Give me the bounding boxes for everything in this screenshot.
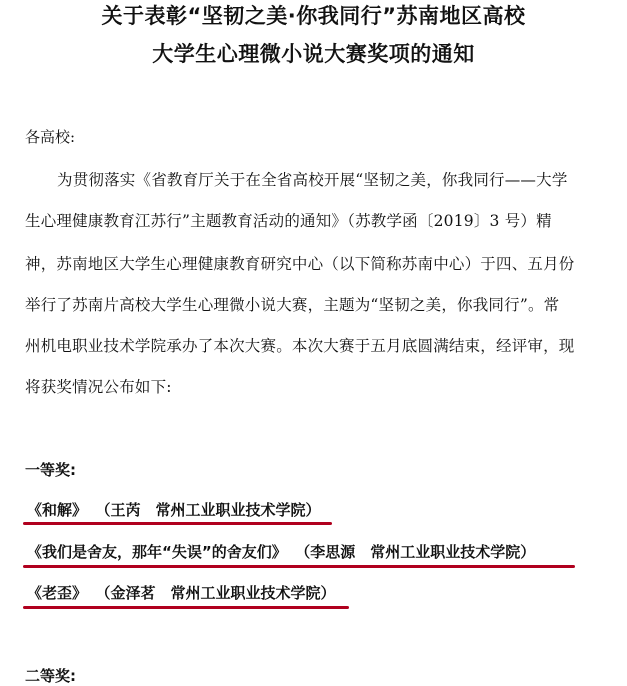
paragraph-line-4: 举行了苏南片高校大学生心理微小说大赛，主题为“坚韧之美，你我同行”。常	[25, 296, 560, 314]
award-title: 《我们是舍友，那年“失误”的舍友们》	[27, 543, 287, 561]
second-prize-heading: 二等奖:	[25, 667, 76, 685]
first-prize-heading: 一等奖:	[25, 461, 76, 479]
first-prize-item-1-underline	[23, 522, 332, 525]
notice-title-line-1: 关于表彰“坚韧之美·你我同行”苏南地区高校	[101, 4, 526, 28]
award-title: 《老歪》	[27, 584, 88, 602]
award-author: （王芮 常州工业职业技术学院）	[103, 501, 321, 519]
award-title: 《和解》	[27, 501, 88, 519]
first-prize-item-1	[27, 499, 321, 520]
first-prize-item-3-underline	[23, 606, 349, 609]
paragraph-line-1: 为贯彻落实《省教育厅关于在全省高校开展“坚韧之美，你我同行——大学	[57, 171, 568, 189]
salutation: 各高校:	[25, 128, 76, 146]
first-prize-item-2	[27, 541, 535, 562]
first-prize-item-2-underline	[23, 565, 575, 568]
paragraph-line-6: 将获奖情况公布如下:	[25, 378, 172, 396]
paragraph-line-5: 州机电职业技术学院承办了本次大赛。本次大赛于五月底圆满结束，经评审，现	[25, 337, 575, 355]
paragraph-line-3: 神，苏南地区大学生心理健康教育研究中心（以下简称苏南中心）于四、五月份	[25, 255, 575, 273]
award-author: （金泽茗 常州工业职业技术学院）	[103, 584, 336, 602]
notice-title-line-2: 大学生心理微小说大赛奖项的通知	[152, 42, 475, 66]
paragraph-line-2: 生心理健康教育江苏行”主题教育活动的通知》（苏教学函〔2019〕3 号）精	[25, 212, 552, 230]
first-prize-item-3	[27, 582, 336, 603]
award-author: （李思源 常州工业职业技术学院）	[302, 543, 536, 561]
